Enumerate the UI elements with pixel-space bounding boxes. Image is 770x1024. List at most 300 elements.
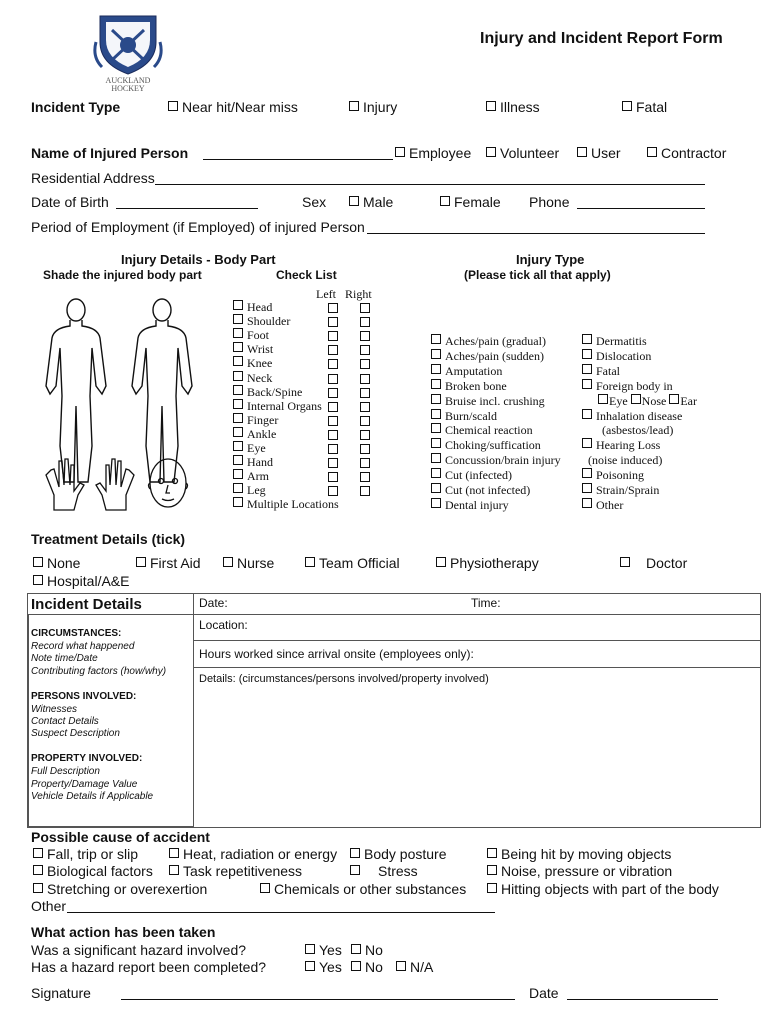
checkbox[interactable]: [351, 961, 361, 971]
checkbox[interactable]: [305, 961, 315, 971]
logo-text-2: HOCKEY: [111, 84, 145, 93]
incident-type-injury[interactable]: [349, 99, 397, 115]
incident-details-heading: Incident Details: [31, 596, 142, 613]
checkbox[interactable]: [33, 883, 43, 893]
injury-type-option[interactable]: [431, 498, 509, 513]
option-label: Chemicals or other substances: [274, 881, 467, 897]
checkbox[interactable]: [431, 364, 441, 374]
cause-posture[interactable]: [350, 846, 447, 862]
option-label: First Aid: [150, 555, 201, 571]
injury-type-note: (asbestos/lead): [602, 423, 674, 438]
signature-field[interactable]: [121, 999, 515, 1000]
right-hand-icon: [96, 459, 134, 510]
right-checkbox[interactable]: [360, 416, 370, 426]
body-part-label: Leg: [247, 483, 266, 498]
cause-stress[interactable]: [350, 863, 418, 879]
option-label: Burn/scald: [445, 408, 497, 423]
body-part-label: Back/Spine: [247, 384, 303, 399]
injury-type-option[interactable]: [431, 364, 502, 379]
option-label: Fatal: [596, 363, 620, 378]
persons-title: PERSONS INVOLVED:: [31, 691, 137, 702]
cause-other-field[interactable]: [67, 912, 495, 913]
option-label: Team Official: [319, 555, 400, 571]
checkbox[interactable]: [233, 469, 243, 479]
name-label: Name of Injured Person: [31, 145, 189, 161]
injury-type-option[interactable]: [582, 334, 647, 349]
body-part-row: [233, 342, 273, 357]
details-label[interactable]: Details: (circumstances/persons involved/property involved): [199, 673, 489, 685]
injury-type-option[interactable]: [582, 349, 651, 364]
persons-line-3: Suspect Description: [31, 728, 120, 739]
body-part-label: Wrist: [247, 342, 274, 357]
option-label: Aches/pain (sudden): [445, 348, 544, 363]
checkbox[interactable]: [487, 883, 497, 893]
body-part-row: [233, 455, 273, 470]
injury-type-option[interactable]: [582, 438, 660, 453]
checklist-label: Check List: [276, 268, 337, 282]
signature-date-label: Date: [529, 985, 559, 1001]
cause-hitting-objects[interactable]: [487, 881, 719, 897]
incident-details-divider-h2: [193, 640, 760, 641]
checkbox[interactable]: [436, 557, 446, 567]
injury-type-heading: Injury Type: [516, 252, 585, 267]
right-checkbox[interactable]: [360, 444, 370, 454]
hazard-yes[interactable]: [305, 942, 342, 958]
left-checkbox[interactable]: [328, 472, 338, 482]
foreign-body-1[interactable]: [631, 394, 667, 408]
checkbox[interactable]: [168, 101, 178, 111]
right-checkbox[interactable]: [360, 388, 370, 398]
checkbox[interactable]: [305, 557, 315, 567]
checkbox[interactable]: [169, 865, 179, 875]
checkbox[interactable]: [233, 413, 243, 423]
left-checkbox[interactable]: [328, 388, 338, 398]
head-left-checkbox[interactable]: [328, 303, 338, 313]
treatment-first-aid[interactable]: [136, 555, 201, 571]
body-part-label: Arm: [247, 469, 269, 484]
checkbox[interactable]: [233, 427, 243, 437]
checkbox[interactable]: [351, 944, 361, 954]
option-label: Other: [596, 497, 624, 512]
body-part-label: Internal Organs: [247, 398, 322, 413]
body-part-label: Eye: [247, 441, 266, 455]
option-label: Yes: [319, 959, 342, 975]
circumstances-line-1: Record what happened: [31, 641, 135, 652]
left-checkbox[interactable]: [328, 402, 338, 412]
body-part-row: [233, 469, 269, 484]
left-checkbox[interactable]: [328, 444, 338, 454]
checkbox[interactable]: [233, 314, 243, 324]
left-hand-icon: [46, 459, 84, 510]
cause-fall[interactable]: [33, 846, 138, 862]
injury-type-option[interactable]: [582, 364, 620, 379]
option-label: Volunteer: [500, 145, 560, 161]
option-label: Nurse: [237, 555, 275, 571]
injury-type-option[interactable]: [582, 468, 644, 483]
treatment-nurse[interactable]: [223, 555, 274, 571]
injury-type-option[interactable]: [431, 438, 541, 453]
left-checkbox[interactable]: [328, 486, 338, 496]
option-label: Fall, trip or slip: [47, 846, 139, 862]
treatment-none[interactable]: [33, 555, 80, 571]
incident-type-illness[interactable]: [486, 99, 540, 115]
checkbox[interactable]: [669, 394, 679, 404]
option-label: Bruise incl. crushing: [445, 393, 545, 408]
option-label: Amputation: [445, 363, 503, 378]
body-part-row: [233, 413, 278, 428]
checkbox[interactable]: [33, 865, 43, 875]
head-right-checkbox[interactable]: [360, 303, 370, 313]
checkbox[interactable]: [233, 455, 243, 465]
sex-male[interactable]: [349, 194, 393, 210]
option-label: Hospital/A&E: [47, 573, 130, 589]
checkbox[interactable]: [431, 334, 441, 344]
cause-hit-moving[interactable]: [487, 846, 671, 862]
option-label: Female: [454, 194, 501, 210]
left-checkbox[interactable]: [328, 317, 338, 327]
checkbox[interactable]: [431, 438, 441, 448]
checkbox[interactable]: [233, 328, 243, 338]
body-part-row: [233, 300, 272, 315]
right-checkbox[interactable]: [360, 486, 370, 496]
injury-type-option[interactable]: [431, 453, 561, 468]
injury-type-option[interactable]: [582, 483, 659, 498]
checkbox[interactable]: [487, 848, 497, 858]
body-part-label: Finger: [247, 412, 279, 427]
report-no[interactable]: [351, 959, 383, 975]
option-label: Stretching or overexertion: [47, 881, 208, 897]
checkbox[interactable]: [598, 394, 608, 404]
left-checkbox[interactable]: [328, 345, 338, 355]
checkbox[interactable]: [582, 349, 592, 359]
right-checkbox[interactable]: [360, 317, 370, 327]
right-checkbox[interactable]: [360, 374, 370, 384]
cause-heading: Possible cause of accident: [31, 829, 210, 845]
checkbox[interactable]: [350, 865, 360, 875]
option-label: Dermatitis: [596, 334, 647, 348]
treatment-team-official[interactable]: [305, 555, 400, 571]
option-label: Male: [363, 194, 394, 210]
checkbox[interactable]: [431, 394, 441, 404]
option-label: Foreign body in: [596, 378, 673, 393]
body-part-label: Knee: [247, 356, 273, 371]
role-user[interactable]: [577, 145, 621, 161]
injury-type-option[interactable]: [431, 423, 533, 438]
checkbox[interactable]: [577, 147, 587, 157]
left-checkbox[interactable]: [328, 331, 338, 341]
option-label: Cut (infected): [445, 468, 512, 483]
checkbox[interactable]: [233, 356, 243, 366]
option-label: Nose: [641, 393, 667, 408]
checkbox[interactable]: [622, 101, 632, 111]
role-employee[interactable]: [395, 145, 471, 161]
body-part-label: Multiple Locations: [247, 497, 339, 512]
foreign-body-0[interactable]: [598, 394, 628, 408]
option-label: Illness: [500, 99, 540, 115]
body-part-row: [233, 328, 269, 343]
injury-type-option[interactable]: [431, 379, 507, 394]
dob-label: Date of Birth: [31, 194, 109, 210]
right-label: Right: [345, 287, 372, 301]
option-label: Hitting objects with part of the body: [501, 881, 719, 897]
incident-details-divider-h3: [193, 667, 760, 668]
checkbox[interactable]: [431, 468, 441, 478]
checkbox[interactable]: [582, 498, 592, 508]
action-heading: What action has been taken: [31, 924, 216, 940]
injury-type-subheading: (Please tick all that apply): [464, 268, 611, 282]
body-part-label: Neck: [247, 370, 273, 385]
signature-date-field[interactable]: [567, 999, 718, 1000]
face-icon: [149, 459, 188, 507]
treatment-heading: Treatment Details (tick): [31, 531, 186, 547]
right-checkbox[interactable]: [360, 402, 370, 412]
option-label: Doctor: [646, 555, 688, 571]
left-checkbox[interactable]: [328, 374, 338, 384]
property-title: PROPERTY INVOLVED:: [31, 753, 143, 764]
injury-type-note: (noise induced): [588, 453, 663, 468]
checkbox[interactable]: [233, 497, 243, 507]
location-label[interactable]: Location:: [199, 618, 248, 632]
injury-type-option[interactable]: [431, 483, 530, 498]
option-label: Broken bone: [445, 378, 507, 393]
circumstances-line-3: Contributing factors (how/why): [31, 666, 167, 677]
checkbox[interactable]: [431, 379, 441, 389]
injury-type-option[interactable]: [582, 498, 623, 513]
checkbox[interactable]: [582, 468, 592, 478]
left-checkbox[interactable]: [328, 359, 338, 369]
incident-type-near-miss[interactable]: [168, 99, 298, 115]
checkbox[interactable]: [582, 364, 592, 374]
dob-field[interactable]: [116, 208, 258, 209]
checkbox[interactable]: [349, 196, 359, 206]
option-label: Heat, radiation or energy: [183, 846, 338, 862]
treatment-physiotherapy[interactable]: [436, 555, 539, 571]
circumstances-line-2: Note time/Date: [31, 653, 98, 664]
hands-diagram: [40, 455, 140, 515]
option-label: Dental injury: [445, 497, 509, 512]
option-label: None: [47, 555, 81, 571]
role-contractor[interactable]: [647, 145, 726, 161]
circumstances-title: CIRCUMSTANCES:: [31, 628, 122, 639]
logo: [92, 12, 164, 92]
right-checkbox[interactable]: [360, 359, 370, 369]
checkbox[interactable]: [396, 961, 406, 971]
option-label: Inhalation disease: [596, 408, 683, 423]
report-yes[interactable]: [305, 959, 342, 975]
body-part-row: [233, 427, 276, 442]
employment-label: Period of Employment (if Employed) of injured Person: [31, 219, 365, 235]
left-checkbox[interactable]: [328, 458, 338, 468]
checkbox[interactable]: [233, 399, 243, 409]
checkbox[interactable]: [582, 334, 592, 344]
sex-female[interactable]: [440, 194, 501, 210]
phone-field[interactable]: [577, 208, 705, 209]
checkbox[interactable]: [582, 409, 592, 419]
checkbox[interactable]: [233, 371, 243, 381]
body-part-row: [233, 483, 266, 498]
injury-type-option[interactable]: [431, 468, 512, 483]
checkbox[interactable]: [233, 342, 243, 352]
address-field[interactable]: [155, 184, 705, 185]
checkbox[interactable]: [350, 848, 360, 858]
option-label: Task repetitiveness: [183, 863, 303, 879]
right-checkbox[interactable]: [360, 345, 370, 355]
checkbox[interactable]: [631, 394, 641, 404]
option-label: Noise, pressure or vibration: [501, 863, 673, 879]
checkbox[interactable]: [440, 196, 450, 206]
checkbox[interactable]: [431, 498, 441, 508]
checkbox[interactable]: [33, 575, 43, 585]
right-checkbox[interactable]: [360, 472, 370, 482]
option-label: Concussion/brain injury: [445, 453, 561, 468]
checkbox[interactable]: [486, 147, 496, 157]
injury-type-option[interactable]: [431, 409, 497, 424]
checkbox[interactable]: [431, 483, 441, 493]
cause-stretching[interactable]: [33, 881, 207, 897]
option-label: Injury: [363, 99, 398, 115]
body-part-row: [233, 356, 272, 371]
option-label: N/A: [410, 959, 434, 975]
injury-type-option[interactable]: [582, 379, 673, 394]
body-part-label: Shoulder: [247, 314, 291, 329]
option-label: Hearing Loss: [596, 438, 661, 453]
checkbox[interactable]: [487, 865, 497, 875]
injury-details-heading: Injury Details - Body Part: [121, 252, 276, 267]
hazard-no[interactable]: [351, 942, 383, 958]
foreign-body-2[interactable]: [669, 394, 697, 408]
checkbox[interactable]: [223, 557, 233, 567]
option-label: Near hit/Near miss: [182, 99, 298, 115]
incident-type-label: Incident Type: [31, 99, 121, 115]
cause-biological[interactable]: [33, 863, 153, 879]
right-checkbox[interactable]: [360, 458, 370, 468]
foreign-body-options: [598, 394, 700, 409]
option-label: Ear: [680, 393, 697, 408]
checkbox[interactable]: [233, 483, 243, 493]
role-volunteer[interactable]: [486, 145, 559, 161]
treatment-doctor[interactable]: [620, 555, 687, 571]
checkbox[interactable]: [395, 147, 405, 157]
phone-label: Phone: [529, 194, 570, 210]
report-question: Has a hazard report been completed?: [31, 959, 267, 975]
body-part-label: Foot: [247, 328, 270, 343]
cause-other-label: Other: [31, 898, 67, 914]
checkbox[interactable]: [260, 883, 270, 893]
checkbox[interactable]: [431, 349, 441, 359]
cause-chemicals[interactable]: [260, 881, 466, 897]
injury-type-option[interactable]: [582, 409, 682, 424]
option-label: Chemical reaction: [445, 423, 533, 438]
signature-label: Signature: [31, 985, 91, 1001]
face-diagram: [146, 455, 190, 515]
treatment-hospital[interactable]: [33, 573, 129, 589]
property-line-1: Full Description: [31, 766, 100, 777]
body-part-row: [233, 314, 290, 329]
address-label: Residential Address: [31, 170, 155, 186]
checkbox[interactable]: [233, 300, 243, 310]
checkbox[interactable]: [647, 147, 657, 157]
checkbox[interactable]: [305, 944, 315, 954]
body-part-label: Head: [247, 300, 273, 314]
option-label: Employee: [409, 145, 472, 161]
option-label: Strain/Sprain: [596, 483, 660, 497]
report-na[interactable]: [396, 959, 433, 975]
checkbox[interactable]: [582, 483, 592, 493]
persons-line-2: Contact Details: [31, 716, 99, 727]
checkbox[interactable]: [431, 423, 441, 433]
time-label[interactable]: Time:: [471, 596, 501, 610]
shade-label: Shade the injured body part: [43, 268, 202, 282]
body-part-row: [233, 441, 266, 456]
option-label: Poisoning: [596, 468, 645, 483]
persons-line-1: Witnesses: [31, 704, 78, 715]
left-label: Left: [316, 287, 336, 301]
option-label: Body posture: [364, 846, 447, 862]
checkbox[interactable]: [582, 438, 592, 448]
right-checkbox[interactable]: [360, 430, 370, 440]
form-title: Injury and Incident Report Form: [480, 30, 723, 47]
cause-heat[interactable]: [169, 846, 337, 862]
option-label: No: [365, 942, 383, 958]
option-label: Eye: [609, 393, 628, 408]
incident-type-fatal[interactable]: [622, 99, 667, 115]
checkbox[interactable]: [33, 848, 43, 858]
body-part-row: [233, 385, 302, 400]
injury-type-option[interactable]: [431, 394, 545, 409]
checkbox[interactable]: [169, 848, 179, 858]
property-line-2: Property/Damage Value: [31, 779, 138, 790]
injury-type-option[interactable]: [431, 334, 546, 349]
checkbox[interactable]: [431, 409, 441, 419]
checkbox[interactable]: [431, 453, 441, 463]
body-part-label: Ankle: [247, 426, 277, 441]
option-label: Aches/pain (gradual): [445, 334, 546, 348]
left-checkbox[interactable]: [328, 416, 338, 426]
body-part-row: [233, 497, 339, 512]
option-label: Cut (not infected): [445, 483, 531, 497]
body-part-row: [233, 399, 322, 414]
checkbox[interactable]: [33, 557, 43, 567]
option-label: No: [365, 959, 383, 975]
checkbox[interactable]: [582, 379, 592, 389]
cause-noise[interactable]: [487, 863, 672, 879]
name-field[interactable]: [203, 159, 393, 160]
checkbox[interactable]: [349, 101, 359, 111]
checkbox[interactable]: [233, 385, 243, 395]
option-label: Dislocation: [596, 348, 652, 363]
cause-repetitiveness[interactable]: [169, 863, 302, 879]
option-label: Stress: [378, 863, 418, 879]
option-label: Fatal: [636, 99, 668, 115]
option-label: Physiotherapy: [450, 555, 539, 571]
checkbox[interactable]: [233, 441, 243, 451]
checkbox[interactable]: [486, 101, 496, 111]
injury-type-option[interactable]: [431, 349, 544, 364]
option-label: Biological factors: [47, 863, 153, 879]
right-checkbox[interactable]: [360, 331, 370, 341]
left-checkbox[interactable]: [328, 430, 338, 440]
option-label: Choking/suffication: [445, 438, 541, 453]
checkbox[interactable]: [620, 557, 630, 567]
shield-logo-icon: [92, 12, 164, 78]
date-label[interactable]: Date:: [199, 596, 228, 610]
body-part-row: [233, 371, 272, 386]
body-part-label: Hand: [247, 455, 273, 470]
hours-label[interactable]: Hours worked since arrival onsite (employees only):: [199, 647, 474, 661]
employment-field[interactable]: [367, 233, 705, 234]
option-label: User: [591, 145, 621, 161]
checkbox[interactable]: [136, 557, 146, 567]
